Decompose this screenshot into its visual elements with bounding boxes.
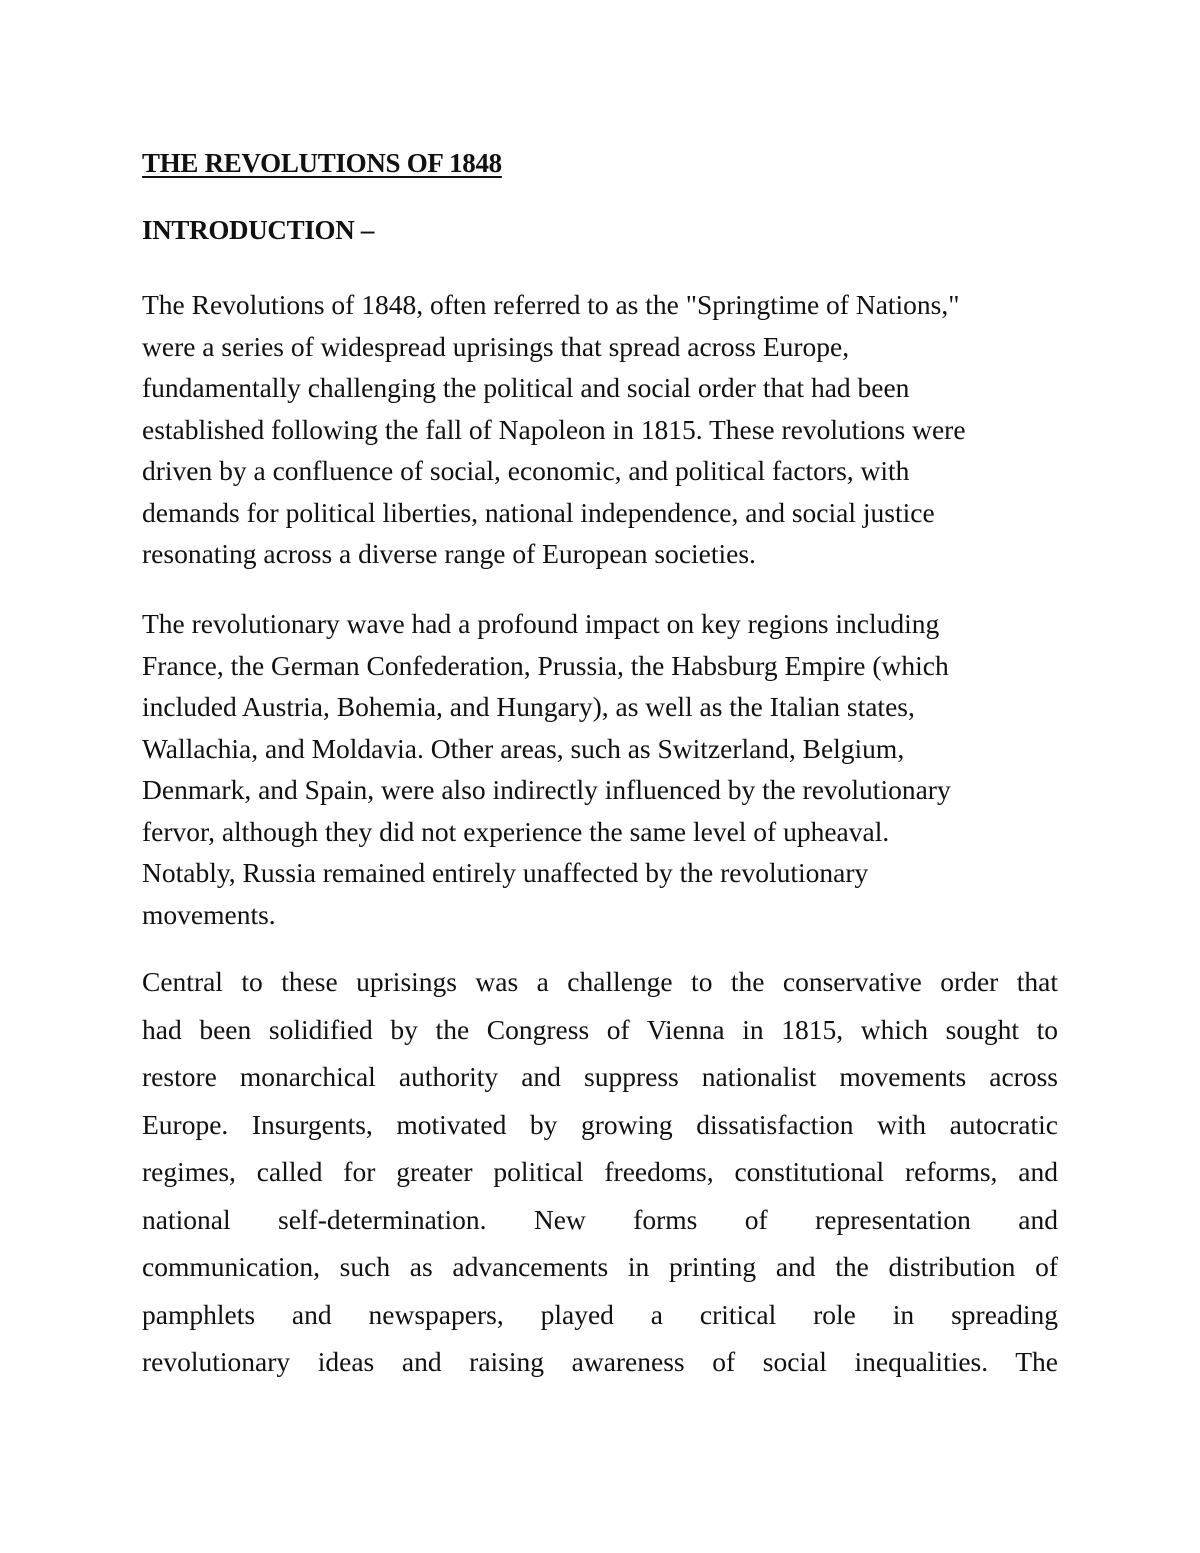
paragraph-line: driven by a confluence of social, economic, and political factors, with <box>142 455 910 486</box>
paragraph-line: France, the German Confederation, Prussia, the Habsburg Empire (which <box>142 649 949 681</box>
paragraph-line: pamphlets and newspapers, played a critical role in spreading <box>142 1298 1058 1330</box>
paragraph-line: fundamentally challenging the political and social order that had been <box>142 372 910 403</box>
paragraph-line: communication, such as advancements in printing and the distribution of <box>142 1251 1058 1282</box>
paragraph-line: demands for political liberties, national independence, and social justice <box>142 496 935 528</box>
document-title: THE REVOLUTIONS OF 1848 <box>142 148 502 178</box>
paragraph-line: revolutionary ideas and raising awareness of social inequalities. The <box>142 1346 1058 1377</box>
paragraph-line: The revolutionary wave had a profound impact on key regions including <box>142 608 940 639</box>
paragraph-line: Wallachia, and Moldavia. Other areas, such as Switzerland, Belgium, <box>142 732 905 764</box>
paragraph-line: fervor, although they did not experience the same level of upheaval. <box>142 815 890 847</box>
section-heading: INTRODUCTION – <box>142 215 375 245</box>
paragraph-line: movements. <box>142 898 276 930</box>
paragraph-line: Europe. Insurgents, motivated by growing dissatisfaction with autocratic <box>142 1108 1058 1140</box>
paragraph-2 <box>142 603 951 935</box>
paragraph-line: were a series of widespread uprisings that spread across Europe, <box>142 330 850 362</box>
paragraph-line: established following the fall of Napoleon in 1815. These revolutions were <box>142 413 966 445</box>
paragraph-line: national self-determination. New forms of representation and <box>142 1203 1058 1235</box>
paragraph-line: included Austria, Bohemia, and Hungary), as well as the Italian states, <box>142 691 915 722</box>
paragraph-line: Central to these uprisings was a challenge to the conservative order that <box>142 966 1058 997</box>
paragraph-line: had been solidified by the Congress of Vienna in 1815, which sought to <box>142 1013 1058 1045</box>
paragraph-1 <box>142 284 966 575</box>
paragraph-3 <box>142 958 1058 1386</box>
paragraph-line: The Revolutions of 1848, often referred to as the "Springtime of Nations," <box>142 289 960 320</box>
paragraph-line: resonating across a diverse range of European societies. <box>142 538 756 569</box>
paragraph-line: Notably, Russia remained entirely unaffected by the revolutionary <box>142 857 869 888</box>
paragraph-line: Denmark, and Spain, were also indirectly influenced by the revolutionary <box>142 774 951 805</box>
paragraph-line: restore monarchical authority and suppress nationalist movements across <box>142 1061 1058 1092</box>
paragraph-line: regimes, called for greater political freedoms, constitutional reforms, and <box>142 1156 1058 1187</box>
